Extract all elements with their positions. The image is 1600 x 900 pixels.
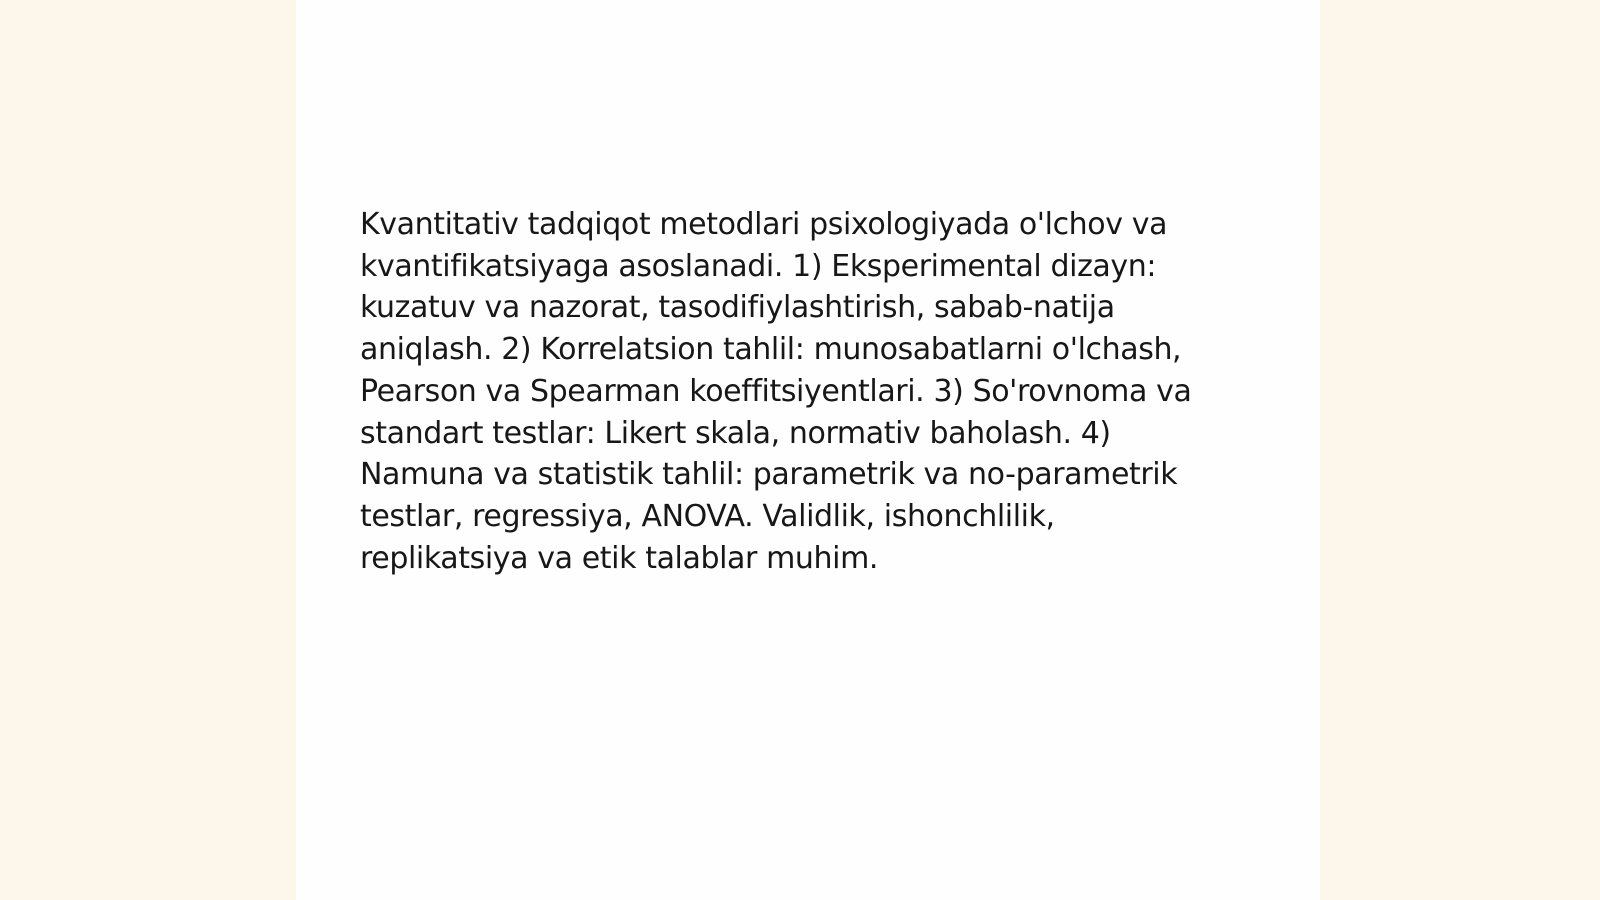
body-paragraph: Kvantitativ tadqiqot metodlari psixologiyada o'lchov va kvantifikatsiyaga asoslanadi. 1) Eksperimental dizayn: kuzatuv va nazorat, tasodifiylashtirish, sabab-natija aniqlash. 2) Korrelatsion tahlil: munosabatlarni o'lchash, Pearson va Spearman koeffitsiyentlari. 3) So'rovnoma va standart testlar: Likert skala, normativ baholash. 4) Namuna va statistik tahlil: parametrik va no-parametrik testlar, regressiya, ANOVA. Validlik, ishonchlilik, replikatsiya va etik talablar muhim.	[360, 207, 1192, 576]
document-page	[296, 0, 1320, 900]
